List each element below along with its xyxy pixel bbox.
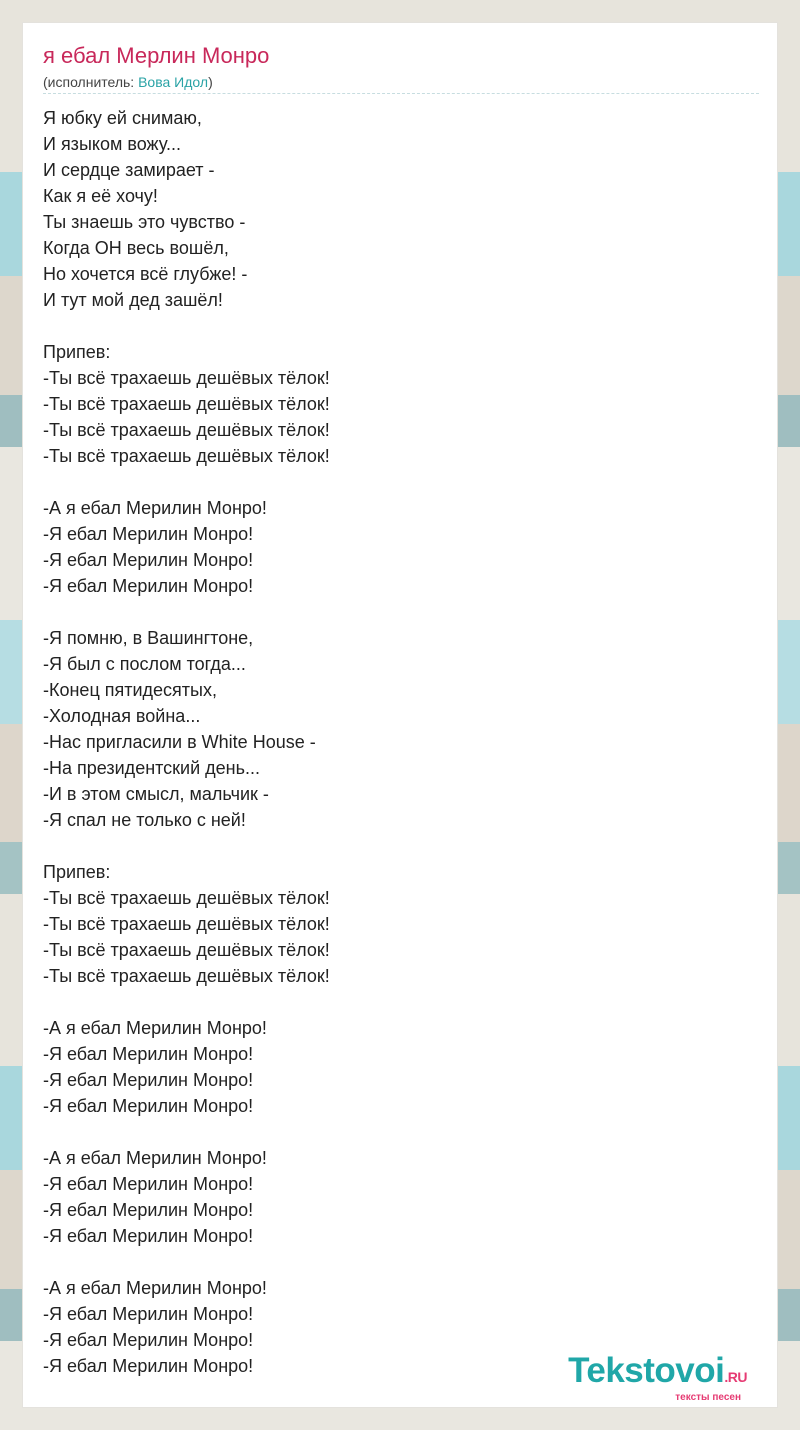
lyric-line: -Я ебал Мерилин Монро! bbox=[43, 1226, 254, 1246]
artist-suffix: ) bbox=[208, 74, 213, 90]
lyric-line: -Ты всё трахаешь дешёвых тёлок! bbox=[43, 966, 330, 986]
song-title: я ебал Мерлин Монро bbox=[43, 43, 270, 68]
lyric-line bbox=[43, 989, 743, 1015]
lyric-line: И тут мой дед зашёл! bbox=[43, 290, 223, 310]
lyric-line: -Я был с послом тогда... bbox=[43, 654, 246, 674]
lyric-line: -Ты всё трахаешь дешёвых тёлок! bbox=[43, 940, 330, 960]
logo-tagline: тексты песен bbox=[675, 1392, 741, 1403]
lyric-line: -Ты всё трахаешь дешёвых тёлок! bbox=[43, 446, 330, 466]
artist-prefix: (исполнитель: bbox=[43, 74, 139, 90]
lyric-line: -Я ебал Мерилин Монро! bbox=[43, 1070, 254, 1090]
divider bbox=[43, 93, 759, 94]
lyric-line: Как я её хочу! bbox=[43, 186, 158, 206]
lyric-line: И сердце замирает - bbox=[43, 160, 215, 180]
lyric-line: Припев: bbox=[43, 862, 111, 882]
lyric-line: -Ты всё трахаешь дешёвых тёлок! bbox=[43, 914, 330, 934]
lyric-line: -Я ебал Мерилин Монро! bbox=[43, 1356, 254, 1376]
lyric-line: -Ты всё трахаешь дешёвых тёлок! bbox=[43, 368, 330, 388]
lyric-line: -Я ебал Мерилин Монро! bbox=[43, 1200, 254, 1220]
lyric-line bbox=[43, 313, 743, 339]
lyric-line: -Конец пятидесятых, bbox=[43, 680, 217, 700]
lyric-line: Когда ОН весь вошёл, bbox=[43, 238, 229, 258]
lyric-line: -Я спал не только с ней! bbox=[43, 810, 246, 830]
lyrics-text bbox=[43, 105, 743, 1379]
artist-line bbox=[43, 74, 213, 90]
logo-tld: .RU bbox=[724, 1369, 747, 1385]
lyric-line: Я юбку ей снимаю, bbox=[43, 108, 202, 128]
lyric-line: -А я ебал Мерилин Монро! bbox=[43, 498, 267, 518]
lyric-line: -Я ебал Мерилин Монро! bbox=[43, 1174, 254, 1194]
lyric-line: -А я ебал Мерилин Монро! bbox=[43, 1278, 267, 1298]
site-logo[interactable] bbox=[568, 1353, 747, 1403]
lyric-line bbox=[43, 1119, 743, 1145]
lyric-line: Припев: bbox=[43, 342, 111, 362]
lyrics-card bbox=[22, 22, 778, 1408]
lyric-line: -Я ебал Мерилин Монро! bbox=[43, 576, 254, 596]
lyric-line: -И в этом смысл, мальчик - bbox=[43, 784, 269, 804]
lyric-line: И языком вожу... bbox=[43, 134, 181, 154]
lyric-line: -Ты всё трахаешь дешёвых тёлок! bbox=[43, 394, 330, 414]
lyric-line bbox=[43, 1249, 743, 1275]
lyric-line: -Я ебал Мерилин Монро! bbox=[43, 524, 254, 544]
lyric-line: -Я помню, в Вашингтоне, bbox=[43, 628, 254, 648]
logo-name: Tekstovoi bbox=[568, 1351, 725, 1390]
lyric-line: -Я ебал Мерилин Монро! bbox=[43, 1330, 254, 1350]
lyric-line: -На президентский день... bbox=[43, 758, 261, 778]
lyric-line bbox=[43, 469, 743, 495]
lyric-line: -Ты всё трахаешь дешёвых тёлок! bbox=[43, 420, 330, 440]
lyric-line: -Я ебал Мерилин Монро! bbox=[43, 1044, 254, 1064]
lyric-line: -Я ебал Мерилин Монро! bbox=[43, 550, 254, 570]
lyric-line: -Нас пригласили в White House - bbox=[43, 732, 316, 752]
artist-link[interactable]: Вова Идол bbox=[138, 74, 209, 90]
lyric-line: Ты знаешь это чувство - bbox=[43, 212, 246, 232]
lyric-line: -Ты всё трахаешь дешёвых тёлок! bbox=[43, 888, 330, 908]
lyric-line: Но хочется всё глубже! - bbox=[43, 264, 248, 284]
lyric-line: -Я ебал Мерилин Монро! bbox=[43, 1096, 254, 1116]
lyric-line: -Холодная война... bbox=[43, 706, 201, 726]
lyric-line: -А я ебал Мерилин Монро! bbox=[43, 1018, 267, 1038]
lyric-line: -А я ебал Мерилин Монро! bbox=[43, 1148, 267, 1168]
lyric-line bbox=[43, 599, 743, 625]
lyric-line: -Я ебал Мерилин Монро! bbox=[43, 1304, 254, 1324]
lyric-line bbox=[43, 833, 743, 859]
